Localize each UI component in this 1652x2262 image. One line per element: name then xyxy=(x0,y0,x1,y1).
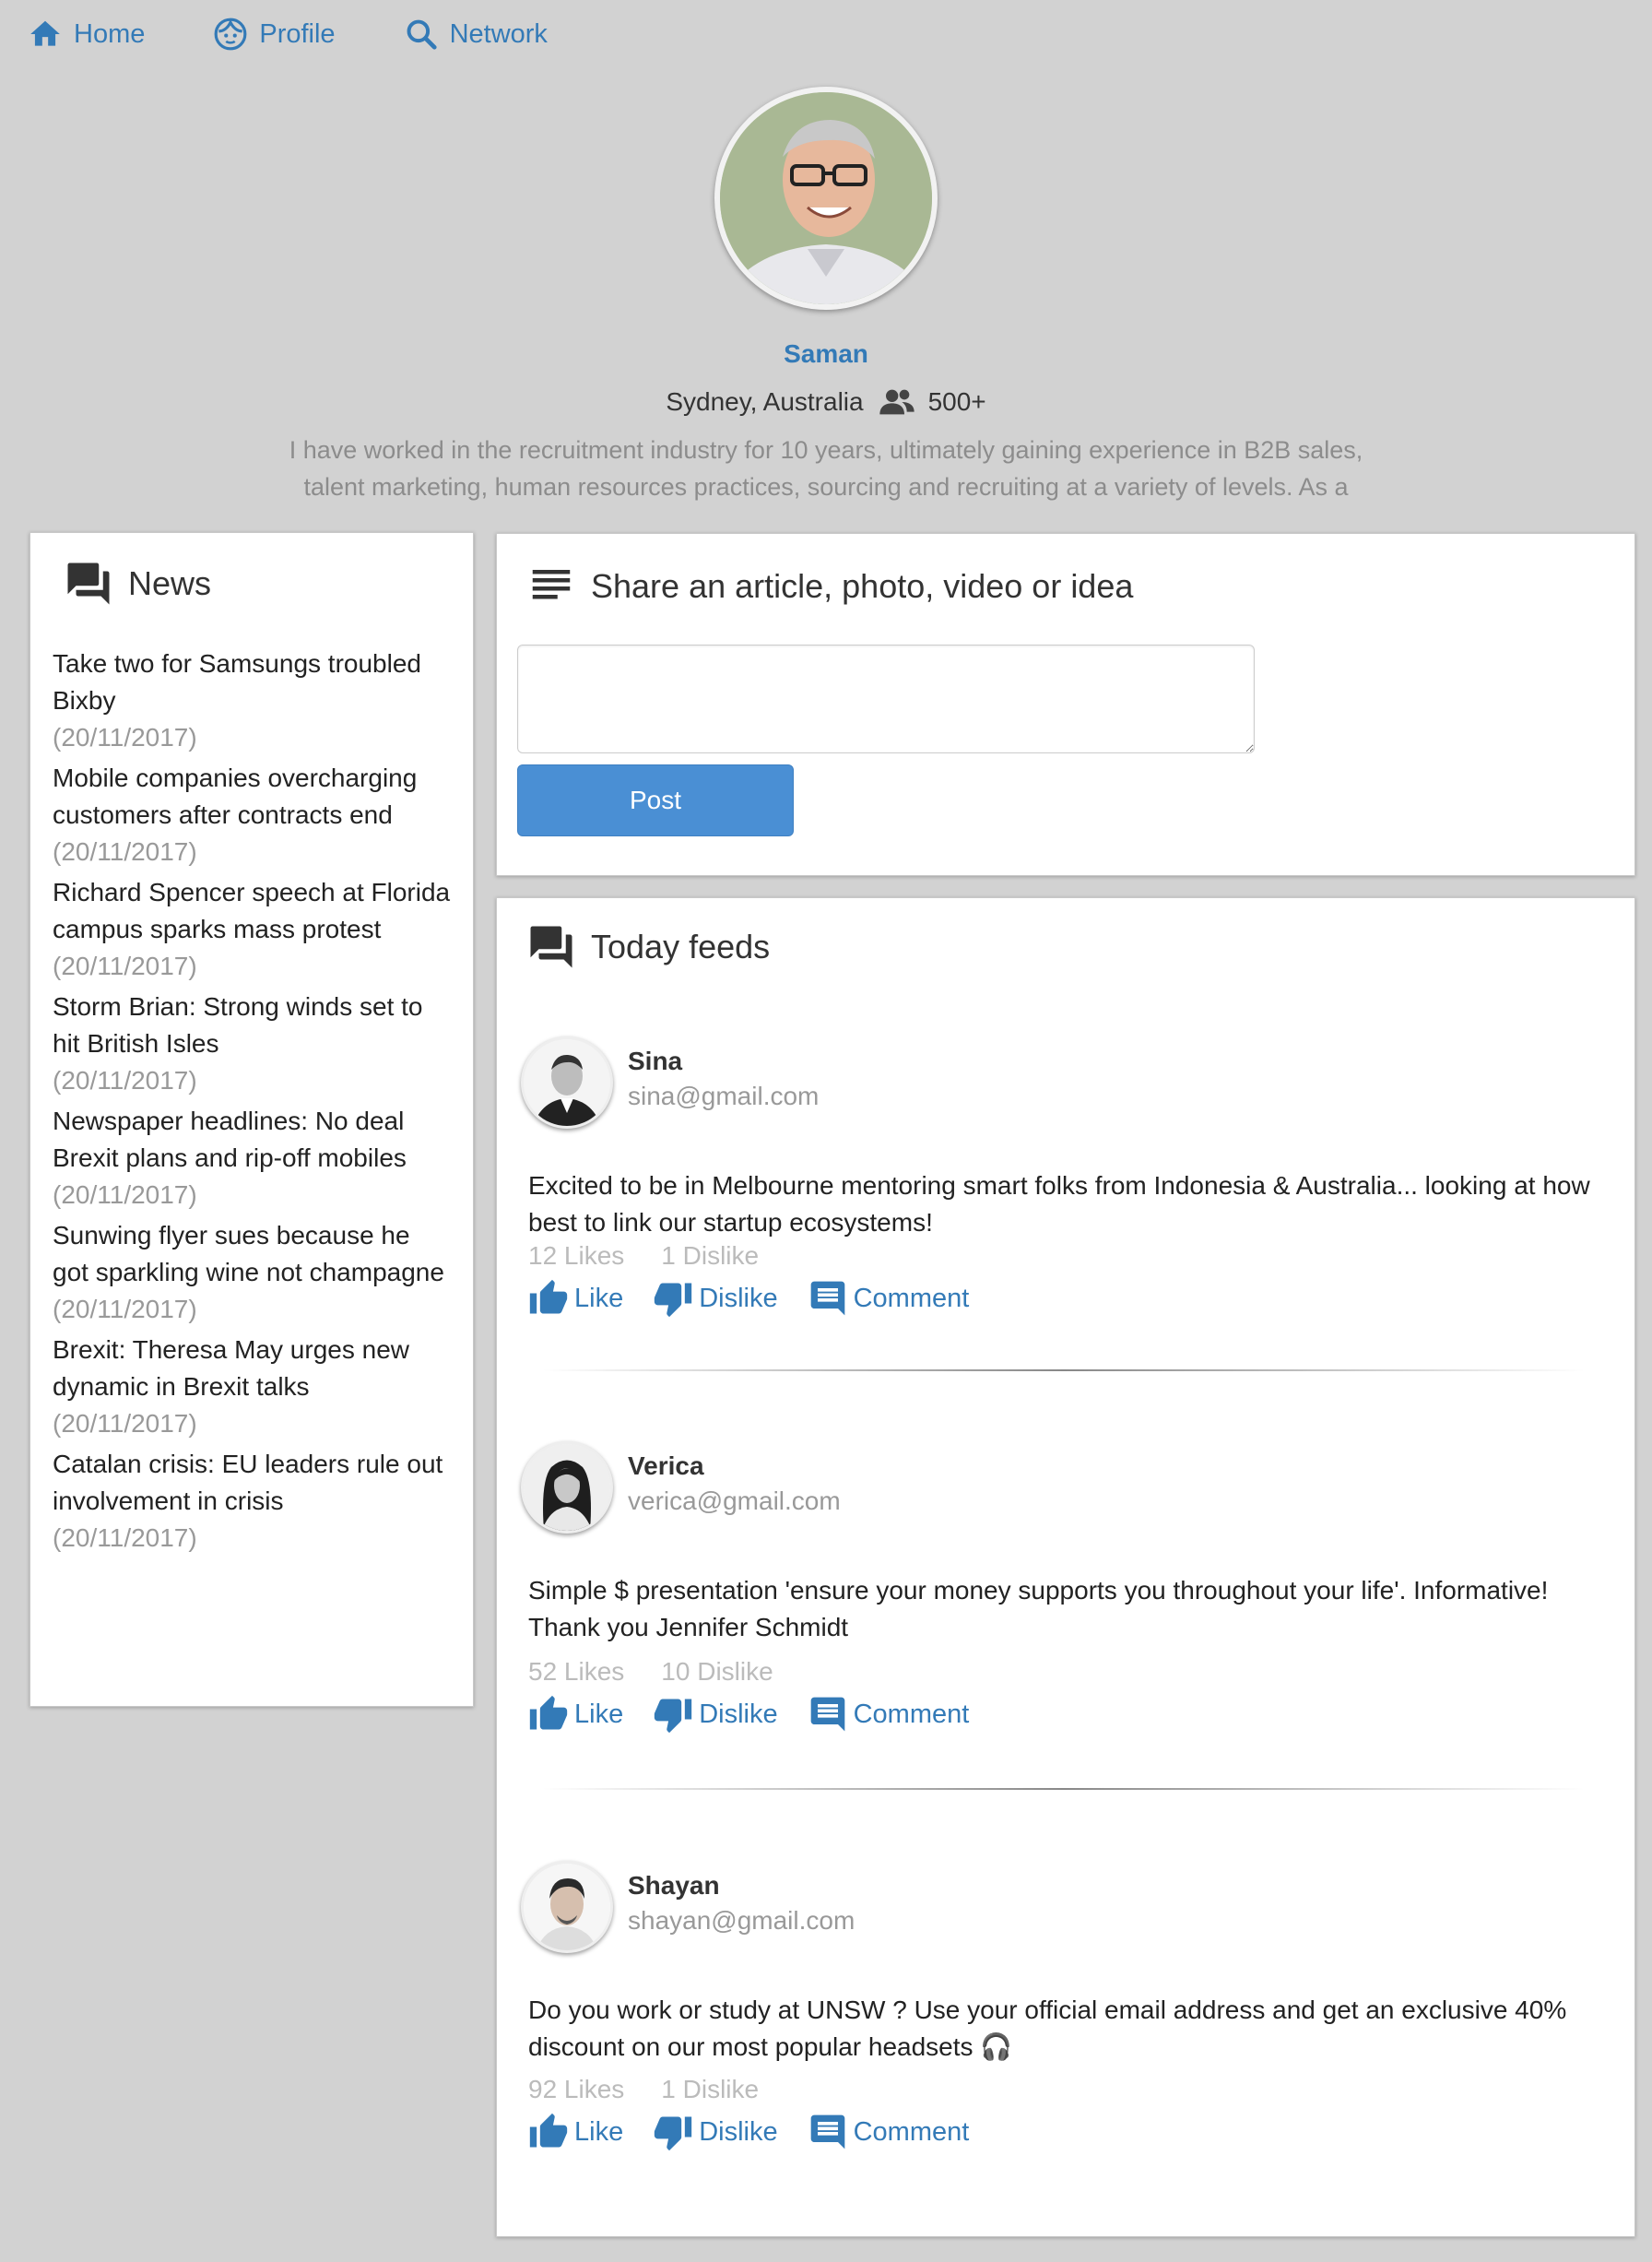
news-item-title[interactable]: Sunwing flyer sues because he got sparkling wine not champagne xyxy=(53,1221,444,1286)
avatar[interactable] xyxy=(521,1441,613,1534)
dislikes-count: 1 Dislike xyxy=(661,2075,760,2103)
news-item-date: (20/11/2017) xyxy=(53,1066,197,1095)
profile-connections: 500+ xyxy=(927,387,986,416)
feed-stats xyxy=(528,1657,1609,1687)
news-item-title[interactable]: Mobile companies overcharging customers after contracts end xyxy=(53,764,418,829)
avatar[interactable] xyxy=(521,1861,613,1953)
lines-icon xyxy=(526,562,576,611)
thumbs-down-icon xyxy=(653,2112,693,2152)
thumbs-up-icon xyxy=(528,2112,569,2152)
likes-count: 52 Likes xyxy=(528,1657,625,1686)
comment-button[interactable] xyxy=(808,1278,970,1319)
feed-user xyxy=(628,1451,841,1516)
nav-home[interactable] xyxy=(28,17,145,52)
feed-actions xyxy=(528,1694,1609,1735)
news-title: News xyxy=(128,564,212,602)
feed-header xyxy=(521,1036,1609,1129)
comment-button[interactable] xyxy=(808,2112,970,2152)
feed-author-name[interactable]: Sina xyxy=(628,1047,683,1075)
comment-icon xyxy=(808,2112,848,2152)
nav-network-label: Network xyxy=(449,18,548,49)
dislikes-count: 10 Dislike xyxy=(661,1657,773,1686)
dislike-button[interactable] xyxy=(653,1694,777,1735)
news-item-date: (20/11/2017) xyxy=(53,1523,197,1552)
feed-post xyxy=(521,1036,1609,1319)
like-label: Like xyxy=(574,2116,624,2147)
feed-divider xyxy=(543,1788,1585,1790)
news-item-title[interactable]: Catalan crisis: EU leaders rule out involvement in crisis xyxy=(53,1450,443,1515)
like-label: Like xyxy=(574,1283,624,1313)
nav-home-label: Home xyxy=(74,18,146,49)
thumbs-up-icon xyxy=(528,1694,569,1735)
comment-label: Comment xyxy=(853,2116,970,2147)
news-item-title[interactable]: Take two for Samsungs troubled Bixby xyxy=(53,649,421,715)
feed-actions xyxy=(528,1278,1609,1319)
dislike-button[interactable] xyxy=(653,2112,777,2152)
feed-text: Excited to be in Melbourne mentoring smart folks from Indonesia & Australia... looking at how best to link our startup ecosystems! xyxy=(528,1171,1590,1237)
top-nav xyxy=(28,17,548,52)
comment-label: Comment xyxy=(853,1283,970,1313)
like-button[interactable] xyxy=(528,2112,623,2152)
list-item xyxy=(53,1103,451,1214)
share-panel xyxy=(496,533,1635,876)
avatar xyxy=(714,87,938,310)
likes-count: 12 Likes xyxy=(528,1241,625,1270)
thumbs-up-icon xyxy=(528,1278,569,1319)
feed-text: Do you work or study at UNSW ? Use your official email address and get an exclusive 40% discount on our most popular headsets 🎧 xyxy=(528,1996,1567,2061)
search-icon xyxy=(404,17,439,52)
news-item-date: (20/11/2017) xyxy=(53,837,197,866)
feed-user xyxy=(628,1047,819,1111)
list-item xyxy=(53,874,451,985)
share-input[interactable] xyxy=(517,645,1255,753)
feed-author-email: verica@gmail.com xyxy=(628,1486,841,1515)
news-list xyxy=(53,645,451,1557)
comment-button[interactable] xyxy=(808,1694,970,1735)
comment-icon xyxy=(808,1278,848,1319)
feed-user xyxy=(628,1871,855,1936)
share-header xyxy=(526,562,1614,611)
feed-author-email: shayan@gmail.com xyxy=(628,1906,856,1935)
news-panel xyxy=(30,532,474,1707)
home-icon xyxy=(28,17,63,52)
thumbs-down-icon xyxy=(653,1694,693,1735)
feed-post xyxy=(521,1861,1609,2152)
like-button[interactable] xyxy=(528,1694,623,1735)
feed-header xyxy=(521,1441,1609,1534)
feed-actions xyxy=(528,2112,1609,2152)
news-item-title[interactable]: Storm Brian: Strong winds set to hit British Isles xyxy=(53,992,423,1058)
thumbs-down-icon xyxy=(653,1278,693,1319)
profile-face-icon xyxy=(213,17,248,52)
nav-network[interactable] xyxy=(404,17,548,52)
feeds-header xyxy=(526,922,1614,972)
list-item xyxy=(53,760,451,870)
feed-author-email: sina@gmail.com xyxy=(628,1082,820,1110)
share-title: Share an article, photo, video or idea xyxy=(591,567,1134,605)
profile-bio: I have worked in the recruitment industry for 10 years, ultimately gaining experience in B2B sales, talent marketing, human resources practices, sourcing and recruiting at a variety of levels. As a xyxy=(289,436,1363,501)
dislike-label: Dislike xyxy=(699,1699,778,1729)
feed-stats xyxy=(528,2075,1609,2104)
news-item-date: (20/11/2017) xyxy=(53,1409,197,1438)
news-item-date: (20/11/2017) xyxy=(53,1180,197,1209)
profile-location: Sydney, Australia xyxy=(666,387,864,416)
news-item-date: (20/11/2017) xyxy=(53,1295,197,1323)
comment-icon xyxy=(808,1694,848,1735)
profile-meta xyxy=(0,387,1652,417)
list-item xyxy=(53,1332,451,1442)
feed-text: Simple $ presentation 'ensure your money supports you throughout your life'. Informative! Thank you Jennifer Schmidt xyxy=(528,1576,1549,1641)
feed-author-name[interactable]: Verica xyxy=(628,1451,704,1480)
list-item xyxy=(53,989,451,1099)
feeds-panel xyxy=(496,897,1635,2237)
like-button[interactable] xyxy=(528,1278,623,1319)
dislike-label: Dislike xyxy=(699,1283,778,1313)
news-item-title[interactable]: Newspaper headlines: No deal Brexit plans and rip-off mobiles xyxy=(53,1107,407,1172)
dislikes-count: 1 Dislike xyxy=(661,1241,760,1270)
dislike-label: Dislike xyxy=(699,2116,778,2147)
list-item xyxy=(53,1217,451,1328)
news-item-title[interactable]: Richard Spencer speech at Florida campus sparks mass protest xyxy=(53,878,451,943)
news-item-date: (20/11/2017) xyxy=(53,952,197,980)
profile-header xyxy=(0,87,1652,505)
forum-icon xyxy=(64,559,113,609)
feed-divider xyxy=(543,1369,1585,1371)
like-label: Like xyxy=(574,1699,624,1729)
forum-icon xyxy=(526,922,576,972)
profile-name[interactable]: Saman xyxy=(784,339,868,368)
people-icon xyxy=(879,387,915,417)
news-item-date: (20/11/2017) xyxy=(53,723,197,752)
post-button[interactable]: Post xyxy=(517,764,794,836)
feeds-title: Today feeds xyxy=(591,928,771,965)
news-header xyxy=(64,559,451,609)
list-item xyxy=(53,645,451,756)
feed-post xyxy=(521,1441,1609,1735)
nav-profile[interactable] xyxy=(213,17,335,52)
likes-count: 92 Likes xyxy=(528,2075,625,2103)
feed-header xyxy=(521,1861,1609,1953)
feed-author-name[interactable]: Shayan xyxy=(628,1871,720,1900)
avatar[interactable] xyxy=(521,1036,613,1129)
feed-stats xyxy=(528,1241,1609,1271)
comment-label: Comment xyxy=(853,1699,970,1729)
news-item-title[interactable]: Brexit: Theresa May urges new dynamic in Brexit talks xyxy=(53,1335,409,1401)
nav-profile-label: Profile xyxy=(259,18,336,49)
list-item xyxy=(53,1446,451,1557)
dislike-button[interactable] xyxy=(653,1278,777,1319)
